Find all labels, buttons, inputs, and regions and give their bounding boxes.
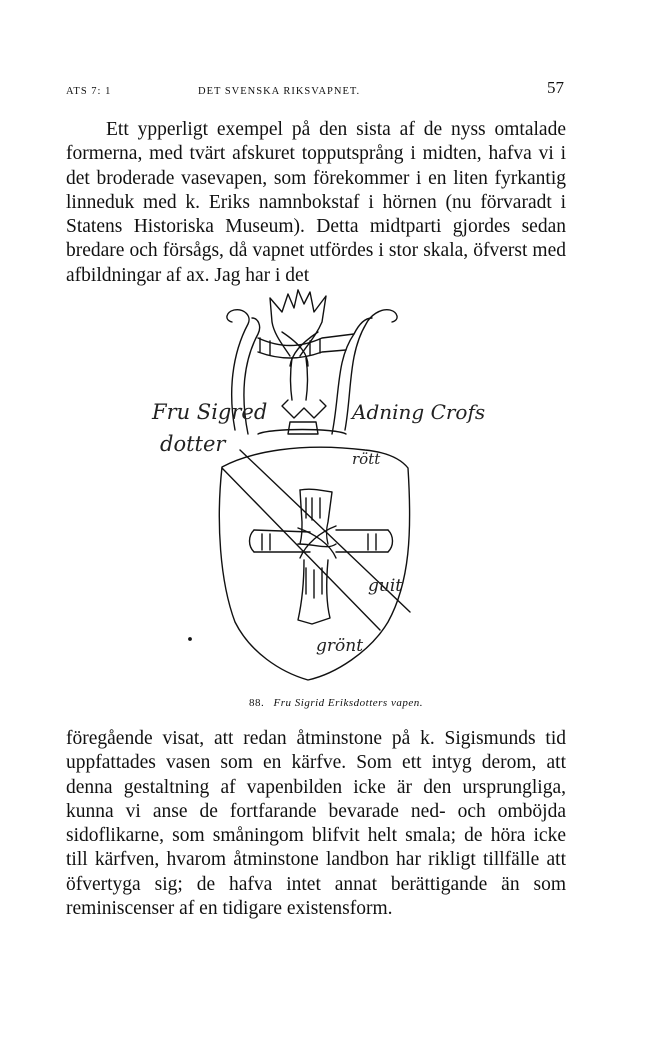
- annotation-guit: guit: [368, 576, 403, 596]
- annotation-fru-sigred: Fru Sigred: [152, 400, 268, 424]
- page-number: 57: [547, 78, 564, 97]
- annotation-dotter: dotter: [160, 432, 226, 456]
- coat-of-arms-figure: [140, 282, 486, 692]
- annotation-rott: rött: [352, 450, 381, 468]
- shield-charge: [250, 489, 393, 624]
- page-header: [66, 78, 566, 100]
- annotation-adning-crofs: Adning Crofs: [352, 400, 486, 424]
- caption-text: Fru Sigrid Eriksdotters vapen.: [273, 697, 423, 709]
- annotation-gront: grönt: [316, 636, 364, 656]
- paragraph-2-text: föregående visat, att redan åtminstone på k. Sigismunds tid uppfattades vasen som en kärfve. Som ett intyg derom, att denna gestaltning af vapenbilden icke är den ursprungliga, kunna vi anse de fortfarande bevarade ned- och omböjda sidoflikarne, som småningom blifvit helt smala; de höra icke till kärfven, hvarom åtminstone landbon har rikligt tillfälle att öfvertyga sig; de hafva intet annat berättigande än som reminiscenser af en tidigare existensform.: [66, 728, 566, 920]
- paragraph-1-text: Ett ypperligt exempel på den sista af de nyss omtalade formerna, med tvärt afskuret topputsprång i midten, hafva vi i det broderade vasevapen, som förekommer i en liten fyrkantig linneduk med k. Eriks namnbokstaf i hörnen (nu förvaradt i Statens Historiska Museum). Detta midtparti gjordes sedan bredare och försågs, då vapnet utfördes i stor skala, öfverst med afbildningar af ax. Jag har i det: [66, 119, 566, 286]
- paragraph-bottom: [66, 727, 566, 921]
- figure-caption: [0, 697, 672, 709]
- running-title: DET SVENSKA RIKSVAPNET.: [198, 86, 361, 97]
- caption-number: 88.: [249, 697, 265, 709]
- coat-of-arms-drawing: [140, 282, 440, 692]
- signature-mark: ATS 7: 1: [66, 86, 112, 97]
- paragraph-top: [66, 118, 566, 288]
